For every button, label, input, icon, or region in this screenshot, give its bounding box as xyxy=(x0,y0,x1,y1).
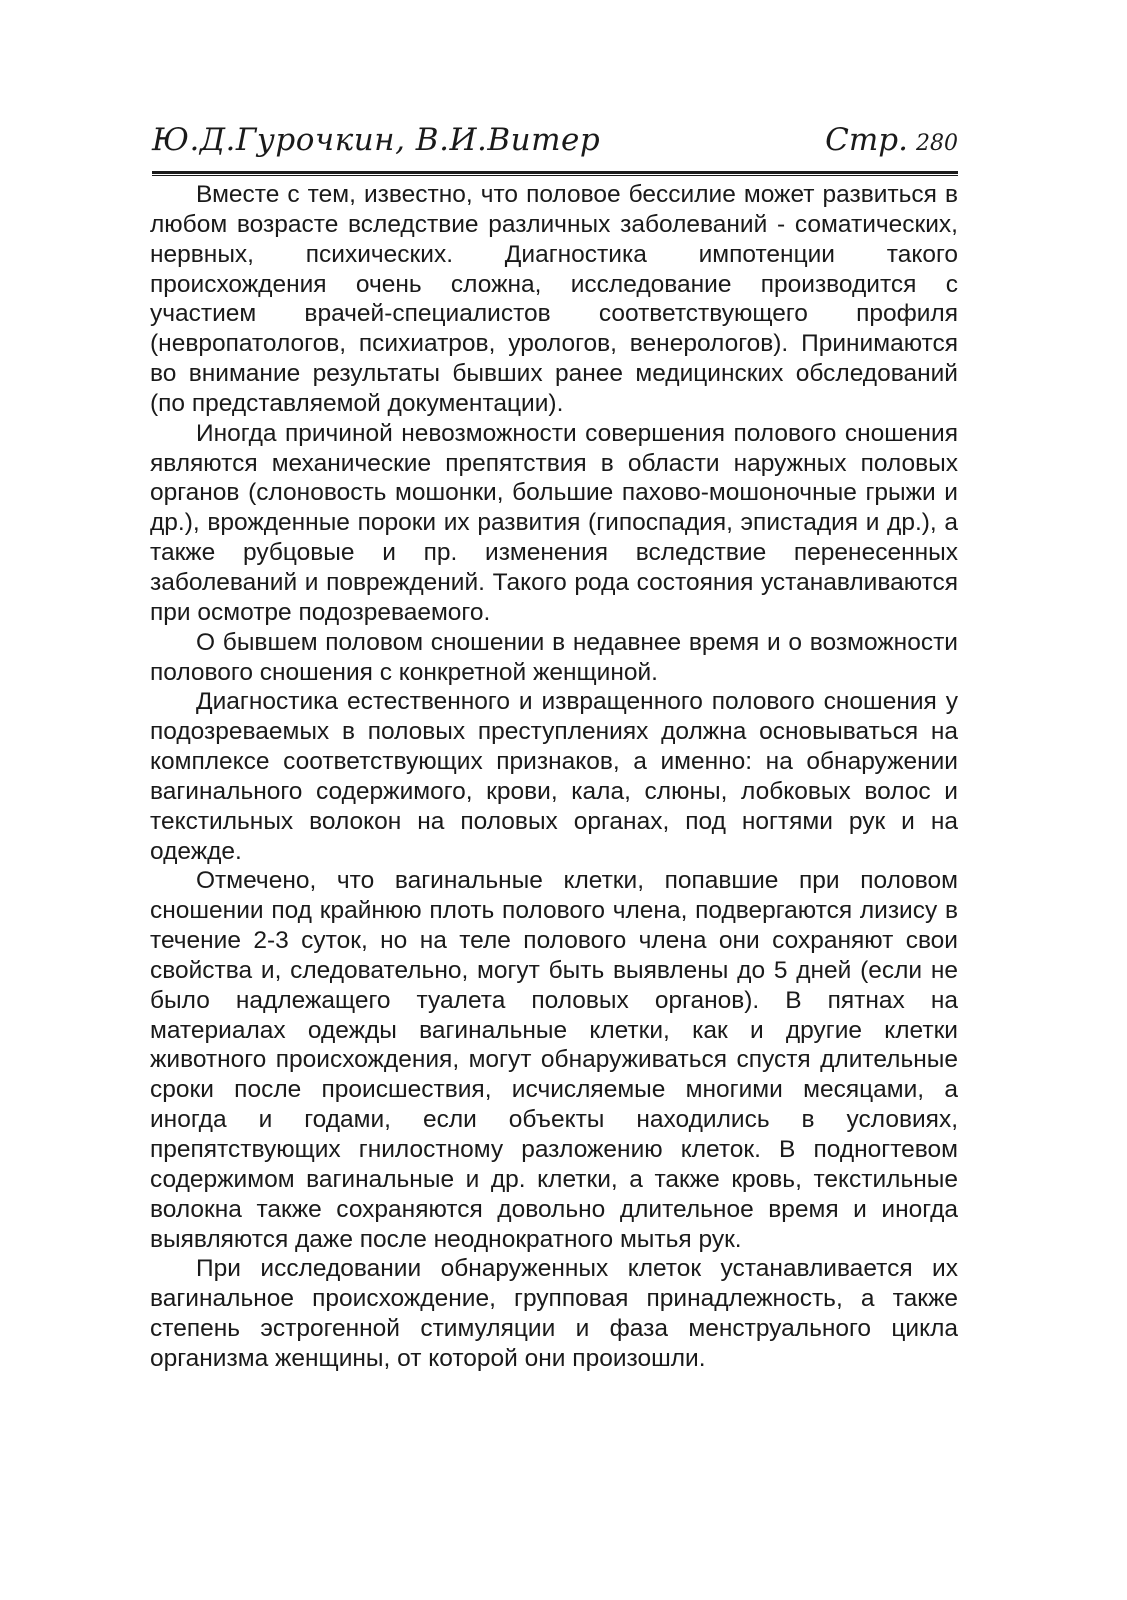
running-header xyxy=(152,120,958,168)
header-authors: Ю.Д.Гурочкин, В.И.Витер xyxy=(152,122,601,158)
paragraph: Иногда причиной невозможности совершения полового сношения являются механические препятствия в области наружных половых органов (слоновость мошонки, большие пахово-мошоночные грыжи и др.), врожденные пороки их развития (гипоспадия, эпистадия и др.), а также рубцовые и пр. изменения вследствие перенесенных заболеваний и повреждений. Такого рода состояния устанавливаются при осмотре подозреваемого. xyxy=(150,419,958,626)
body-text xyxy=(150,180,958,1374)
paragraph: При исследовании обнаруженных клеток устанавливается их вагинальное происхождение, групповая принадлежность, а также степень эстрогенной стимуляции и фаза менструального цикла организма женщины, от которой они произошли. xyxy=(150,1255,958,1372)
paragraph: Диагностика естественного и извращенного полового сношения у подозреваемых в половых преступлениях должна основываться на комплексе соответствующих признаков, а именно: на обнаружении вагинального содержимого, крови, кала, слюны, лобковых волос и текстильных волокон на половых органах, под ногтями рук и на одежде. xyxy=(150,688,958,865)
paragraph: О бывшем половом сношении в недавнее время и о возможности полового сношения с конкретной женщиной. xyxy=(150,628,958,686)
header-page-label: Стр. xyxy=(825,122,908,158)
header-page-number: 280 xyxy=(916,131,958,156)
paragraph: Отмечено, что вагинальные клетки, попавшие при половом сношении под крайнюю плоть полового члена, подвергаются лизису в течение 2-3 суток, но на теле полового члена они сохраняют свои свойства и, следовательно, могут быть выявлены до 5 дней (если не было надлежащего туалета половых органов). В пятнах на материалах одежды вагинальные клетки, как и другие клетки животного происхождения, могут обнаруживаться спустя длительные сроки после происшествия, исчисляемые многими месяцами, а иногда и годами, если объекты находились в условиях, препятствующих гнилостному разложению клеток. В подногтевом содержимом вагинальные и др. клетки, а также кровь, текстильные волокна также сохраняются довольно длительное время и иногда выявляются даже после неоднократного мытья рук. xyxy=(150,867,958,1253)
header-page-info xyxy=(825,122,958,158)
paragraph: Вместе с тем, известно, что половое бессилие может развиться в любом возрасте вследствие различных заболеваний - соматических, нервных, психических. Диагностика импотенции такого происхождения очень сложна, исследование производится с участием врачей-специалистов соответствующего профиля (невропатологов, психиатров, урологов, венерологов). Принимаются во внимание результаты бывших ранее медицинских обследований (по представляемой документации). xyxy=(150,181,958,417)
header-rule xyxy=(152,171,958,176)
